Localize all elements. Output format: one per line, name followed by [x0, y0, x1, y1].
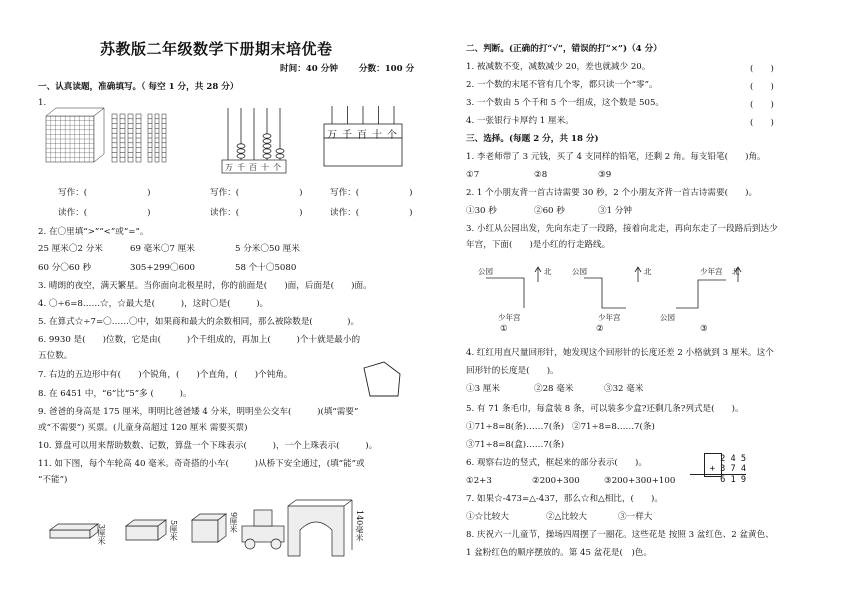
abacus-label-row: [225, 162, 285, 173]
q2-item-1: 25 厘米〇2 分米: [38, 244, 103, 254]
choice-4-line-1: 4. 红红用直尺量回形针，她发现这个回形针的长度还差 2 小格就到 3 厘米。这个: [466, 348, 774, 358]
abacus-label-ge: 个: [273, 163, 281, 172]
choice-2-opt-2: ②60 秒: [534, 206, 565, 216]
section-1-heading: 一、认真读题，准确填写。（ 每空 1 分，共 28 分）: [38, 82, 239, 92]
vertical-row-2: + 3 7 4: [709, 464, 746, 474]
choice-1-opt-3: ③9: [598, 170, 612, 180]
counter-label-qian: 千: [342, 130, 352, 141]
choice-4-opt-2: ②28 毫米: [534, 384, 574, 394]
choice-3-line-1: 3. 小红从公园出发，先向东走了一段路，接着向北走，再向东走了一段路后到达少: [466, 224, 778, 234]
counter-label-shi: 十: [372, 130, 382, 141]
q2-item-5: 305+299〇600: [130, 263, 196, 273]
question-3: 3. 晴朗的夜空，满天繁星。当你面向北极星时，你的前面是( )面，后面是( )面。: [38, 281, 372, 291]
choice-2-opt-3: ③1 分钟: [598, 206, 632, 216]
read-blank-2: 读作：( ): [210, 208, 303, 218]
write-blank-1: 写作：( ): [58, 188, 151, 198]
vertical-addition: [690, 454, 746, 485]
question-11-line-1: 11. 如下图，每个车轮高 40 毫米。奇奇搭的小车( )从桥下安全通过，(填“能”或: [38, 459, 365, 469]
choice-7-opt-1: ①☆比较大: [466, 512, 509, 522]
choice-7-opt-3: ③一样大: [618, 512, 653, 522]
choice-1: 1. 李老师带了 3 元钱，买了 4 支同样的铅笔，还剩 2 角。每支铅笔( )角。: [466, 152, 766, 162]
question-6-line-1: 6. 9930 是( )位数，它是由( )个千组成的，再加上( )个十就是最小的: [38, 335, 361, 345]
question-10: 10. 算盘可以用来帮助数数、记数，算盘一个下珠表示( )，一个上珠表示( )。: [38, 441, 378, 451]
exam-meta: [280, 62, 432, 74]
question-9-line-1: 9. 爸爸的身高是 175 厘米，明明比爸爸矮 4 分米，明明坐公交车( )(填“需要”: [38, 407, 359, 417]
map1-north: 北: [544, 267, 552, 276]
choice-7-opt-2: ②△比较大: [546, 512, 587, 522]
choice-6-opt-1: ①2+3: [466, 476, 492, 486]
write-blank-2: 写作：( ): [210, 188, 303, 198]
map1-palace: 少年宫: [498, 313, 521, 322]
page-title: 苏教版二年级数学下册期末培优卷: [100, 40, 333, 58]
map2-palace: 少年宫: [598, 313, 621, 322]
vertical-row-3: 6 1 9: [690, 474, 746, 485]
judge-1: 1. 被减数不变，减数减少 20，差也就减少 20。: [466, 62, 651, 72]
counter-label-bai: 百: [357, 130, 367, 141]
abacus-label-wan: 万: [225, 163, 233, 172]
hundred-flats: [112, 114, 141, 162]
judge-4-answer: ( ): [750, 118, 774, 128]
q2-item-4: 60 分〇60 秒: [38, 263, 92, 273]
vertical-row-1: 2 4 5: [720, 454, 746, 464]
read-blank-3: 读作：( ): [330, 208, 413, 218]
question-5: 5. 在算式☆÷7=〇……〇中，如果商和最大的余数相同，那么被除数是( )。: [38, 317, 360, 327]
q2-item-3: 5 分米〇50 厘米: [235, 244, 300, 254]
choice-1-opt-1: ①7: [466, 170, 480, 180]
choice-1-opt-2: ②8: [534, 170, 548, 180]
section-2-heading: 二、判断。(正确的打“√”，错误的打“×”)（4 分）: [466, 44, 662, 54]
thousand-cube: [46, 108, 104, 162]
map2-park: 公园: [572, 267, 587, 276]
arch-bridge: [288, 500, 352, 556]
block-3cm: [50, 530, 90, 538]
choice-8-line-1: 8. 庆祝六一儿童节，操场四周摆了一圈花。这些花是 按照 3 盆红色、2 盆黄色、: [466, 530, 774, 540]
map2-north: 北: [644, 267, 652, 276]
choice-4-opt-3: ③32 毫米: [604, 384, 644, 394]
q1-number: 1.: [38, 98, 47, 108]
section-3-heading: 三、选择。(每题 2 分，共 18 分): [466, 134, 599, 144]
judge-3-answer: ( ): [750, 100, 774, 110]
question-8: 8. 在 6451 中，“6”比“5”多 ( )。: [38, 389, 192, 399]
abacus-label-bai: 百: [249, 163, 257, 172]
map3-number: ③: [700, 324, 708, 334]
block-5cm: [126, 526, 158, 540]
abacus-label-qian: 千: [237, 163, 245, 172]
counter-label-wan: 万: [327, 130, 337, 141]
map2-number: ②: [596, 324, 604, 334]
write-blank-3: 写作：( ): [330, 188, 413, 198]
map3-park: 公园: [660, 313, 675, 322]
map3-palace: 少年宫: [700, 267, 723, 276]
q2-item-2: 69 毫米〇7 厘米: [130, 244, 195, 254]
choice-3-line-2: 年宫，下面( )是小红的行走路线。: [466, 240, 611, 250]
choice-2: 2. 1 个小朋友背一首古诗需要 30 秒，2 个小朋友齐背一首古诗需要( )。: [466, 188, 758, 198]
counter-label-ge: 个: [387, 130, 397, 141]
question-9-line-2: 或“不需要”) 买票。(儿童身高超过 120 厘米 需要买票): [38, 423, 248, 433]
map1-park: 公园: [478, 267, 493, 276]
q2-item-6: 58 个十〇5080: [235, 263, 297, 273]
choice-5: 5. 有 71 条毛巾，每盒装 8 条，可以装多少盒?还剩几条?列式是( )。: [466, 404, 744, 414]
question-6-line-2: 五位数。: [38, 351, 73, 361]
judge-3: 3. 一个数由 5 个千和 5 个一组成，这个数是 505。: [466, 98, 665, 108]
read-blank-1: 读作：( ): [58, 208, 151, 218]
judge-1-answer: ( ): [750, 64, 774, 74]
label-9cm: 9厘米: [229, 512, 238, 534]
choice-6-opt-2: ②200+300: [532, 476, 580, 486]
label-140mm: 140毫米: [355, 510, 364, 542]
toy-car: [242, 510, 284, 549]
judge-4: 4. 一张银行卡厚约 1 厘米。: [466, 116, 574, 126]
question-4: 4. 〇÷6=8……☆，☆最大是( )，这时〇是( )。: [38, 299, 269, 309]
choice-4-line-2: 回形针的长度是( )。: [466, 366, 559, 376]
choice-5-opt-3: ③71÷8=8(盒)……7(条): [466, 440, 565, 450]
choice-5-opt-2: ②71÷8=8……7(条): [572, 422, 655, 432]
choice-7: 7. 如果☆-473=△-437，那么☆和△相比，( )。: [466, 494, 663, 504]
choice-8-line-2: 1 盆粉红色的顺序摆放的。第 45 盆花是( )色。: [466, 548, 652, 558]
judge-2-answer: ( ): [750, 82, 774, 92]
counter-label-row: [327, 126, 402, 141]
choice-4-opt-1: ①3 厘米: [466, 384, 500, 394]
block-9cm: [192, 520, 218, 542]
abacus-label-shi: 十: [261, 163, 269, 172]
choice-6: 6. 观察右边的竖式，框起来的部分表示( )。: [466, 458, 647, 468]
vertical-box: [704, 453, 722, 477]
pentagon-figure: [362, 360, 402, 400]
time-limit: 时间：40 分钟: [280, 64, 338, 74]
question-7: 7. 右边的五边形中有( )个锐角，( )个直角，( )个钝角。: [38, 370, 293, 380]
judge-2: 2. 一个数的末尾不管有几个零，都只读一个“零”。: [466, 80, 658, 90]
ten-rods: [148, 114, 166, 162]
choice-6-opt-3: ③200+300+100: [604, 476, 676, 486]
question-11-line-2: “不能”): [38, 475, 68, 485]
choice-5-opt-1: ①71÷8=8(条)……7(条): [466, 422, 565, 432]
choice-2-opt-1: ①30 秒: [466, 206, 497, 216]
label-5cm: 5厘米: [169, 520, 178, 542]
question-2: 2. 在〇里填“>”“<”或“=”。: [38, 227, 149, 237]
map1-number: ①: [500, 324, 508, 334]
label-3cm: 3厘米: [97, 524, 106, 546]
base-ten-blocks-figure: [46, 104, 186, 164]
map3-north: 北: [732, 267, 740, 276]
total-score: 分数：100 分: [358, 64, 415, 74]
